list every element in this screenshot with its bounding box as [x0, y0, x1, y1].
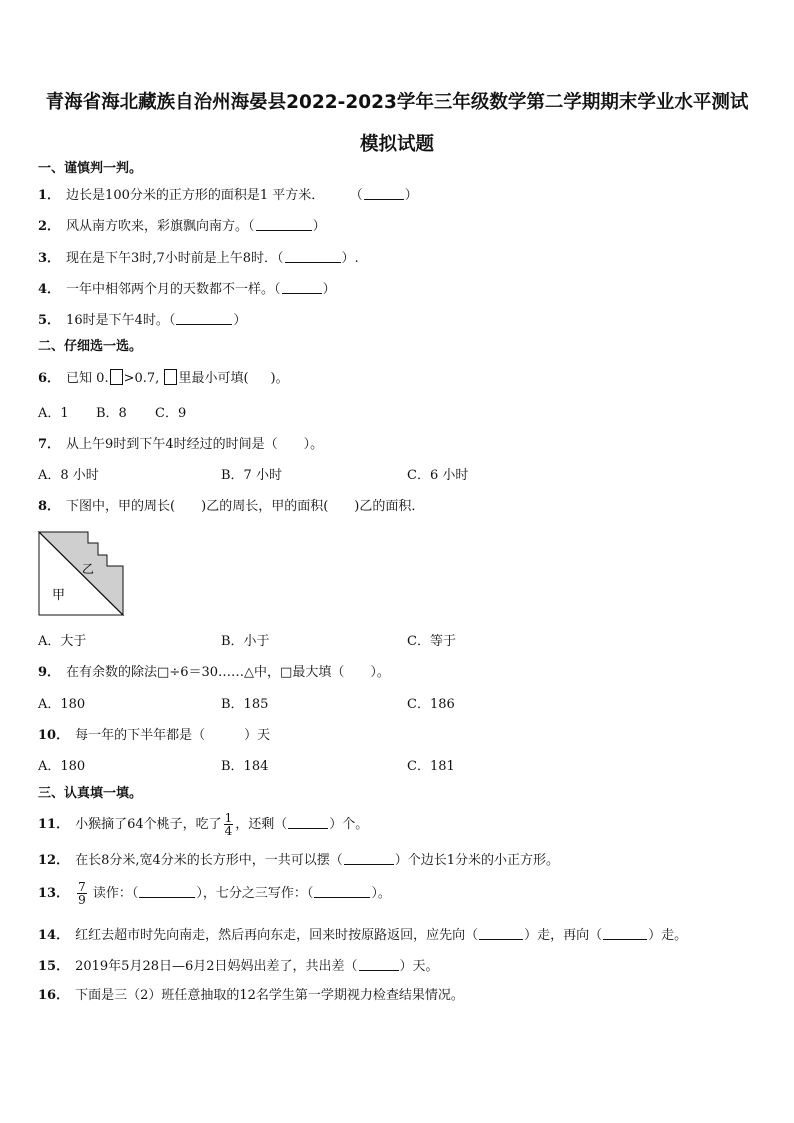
section-heading-fill: 三、认真填一填。 [38, 786, 143, 801]
answer-blank[interactable] [603, 927, 647, 940]
option-b[interactable]: B．184 [221, 759, 269, 774]
section-heading-choose: 二、仔细选一选。 [38, 339, 143, 354]
answer-blank[interactable] [282, 281, 322, 294]
answer-blank[interactable] [344, 852, 394, 865]
answer-blank[interactable] [285, 250, 341, 263]
page-subtitle: 模拟试题 [359, 134, 434, 155]
question-12: 12． 在长8分米,宽4分米的长方形中，一共可以摆（ ）个边长1分米的小正方形。 [38, 853, 560, 868]
question-5: 5． 16时是下午4时。（ ） [38, 313, 247, 328]
option-a[interactable]: A．180 [38, 759, 86, 774]
answer-blank[interactable] [364, 187, 404, 200]
answer-blank[interactable] [256, 218, 312, 231]
digit-box [164, 369, 177, 385]
answer-blank[interactable] [139, 885, 195, 898]
question-13: 13． $\frac{7}{9}$ 读作：（ ），七分之三写作：（ ）。 [38, 880, 391, 907]
question-6: 6． 已知 0. >0.7, 里最小可填( )。 [38, 371, 289, 386]
answer-blank[interactable] [176, 312, 232, 325]
option-c[interactable]: C．6 小时 [407, 468, 469, 483]
option-c[interactable]: C．186 [407, 697, 455, 712]
staircase-figure [38, 531, 128, 617]
question-4: 4． 一年中相邻两个月的天数都不一样。（ ） [38, 282, 336, 297]
option-a[interactable]: A．8 小时 [38, 468, 99, 483]
fraction: $\frac{1}{4}$ [224, 811, 233, 838]
label-yi: 乙 [82, 562, 95, 576]
option-c[interactable]: C．等于 [407, 634, 456, 649]
question-2: 2． 风从南方吹来，彩旗飘向南方。（ ） [38, 219, 326, 234]
question-15: 15． 2019年5月28日—6月2日妈妈出差了，共出差（ ）天。 [38, 959, 439, 974]
option-c[interactable]: C．9 [155, 406, 187, 421]
option-c[interactable]: C．181 [407, 759, 455, 774]
answer-blank[interactable] [359, 958, 399, 971]
question-number: 1． [38, 188, 61, 203]
option-b[interactable]: B．185 [221, 697, 269, 712]
question-10: 10． 每一年的下半年都是（ ）天 [38, 728, 271, 743]
question-7: 7． 从上午9时到下午4时经过的时间是（ ）。 [38, 437, 324, 452]
label-jia: 甲 [52, 588, 66, 603]
page-title: 青海省海北藏族自治州海晏县2022-2023学年三年级数学第二学期期末学业水平测试 [45, 92, 749, 113]
section-heading-judge: 一、谨慎判一判。 [38, 161, 143, 176]
question-3: 3． 现在是下午3时,7小时前是上午8时．（ ）. [38, 251, 359, 266]
question-11: 11． 小猴摘了64个桃子，吃了 $\frac{1}{4}$ ，还剩（ ）个。 [38, 811, 369, 838]
option-a[interactable]: A．1 [38, 406, 69, 421]
option-b[interactable]: B．小于 [221, 634, 270, 649]
question-14: 14． 红红去超市时先向南走，然后再向东走，回来时按原路返回，应先向（ ）走，再向（ ）走。 [38, 928, 688, 943]
answer-blank[interactable] [314, 885, 370, 898]
answer-blank[interactable] [479, 927, 523, 940]
question-1: 1． 边长是100分米的正方形的面积是1 平方米． （ ） [38, 188, 418, 203]
option-a[interactable]: A．大于 [38, 634, 87, 649]
option-a[interactable]: A．180 [38, 697, 86, 712]
fraction: $\frac{7}{9}$ [78, 880, 86, 907]
option-b[interactable]: B．8 [96, 406, 127, 421]
question-9: 9． 在有余数的除法□÷6＝30……△中，□最大填（ ）。 [38, 665, 390, 680]
question-8: 8． 下图中，甲的周长( )乙的周长，甲的面积( )乙的面积． [38, 499, 425, 514]
question-16: 16． 下面是三（2）班任意抽取的12名学生第一学期视力检查结果情况。 [38, 988, 464, 1003]
option-b[interactable]: B．7 小时 [221, 468, 282, 483]
answer-blank[interactable] [288, 816, 328, 829]
digit-box [110, 369, 123, 385]
question-text: 边长是100分米的正方形的面积是1 平方米． [66, 188, 325, 203]
